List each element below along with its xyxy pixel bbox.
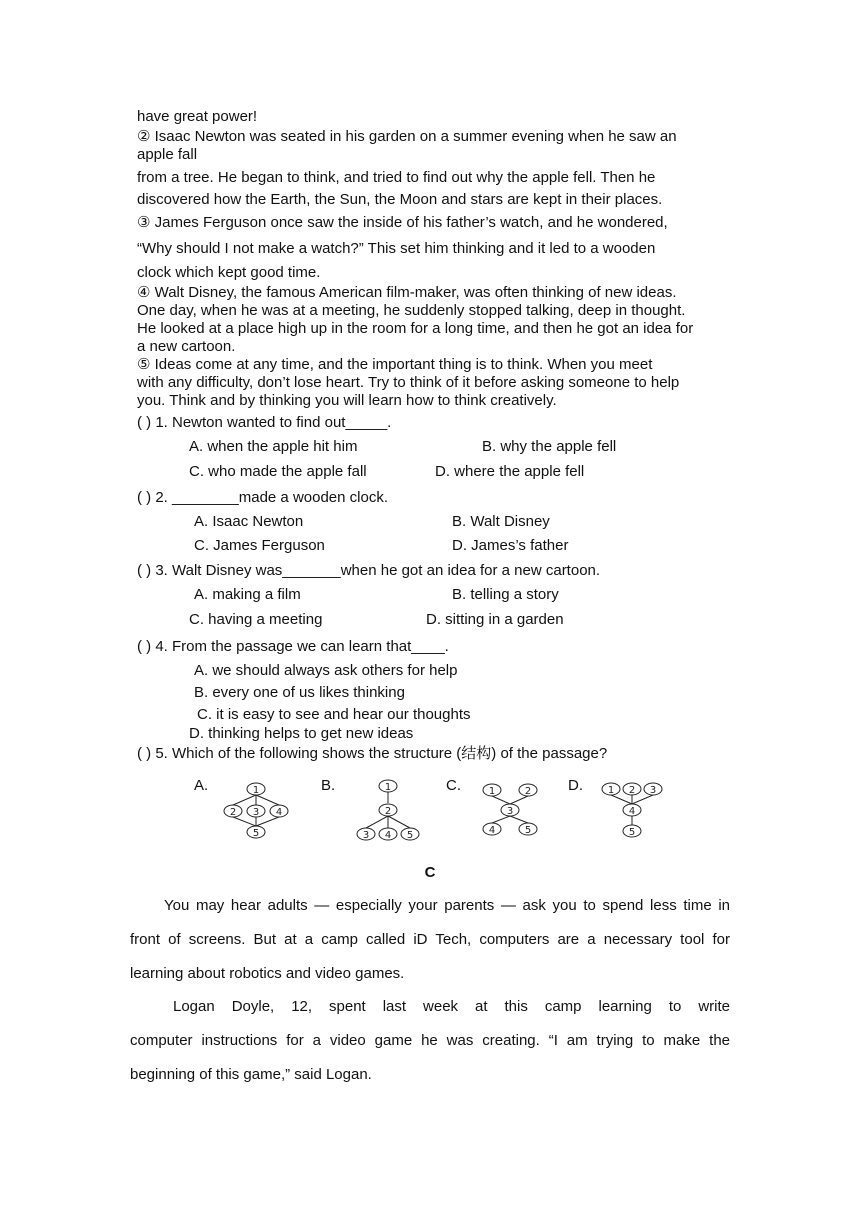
passage-line: from a tree. He began to think, and tried to find out why the apple fell. Then he [137,169,656,186]
q5-option-c: C. [446,777,461,794]
q3-option-d: D. sitting in a garden [426,611,564,628]
diagram-b-label-3: 3 [362,830,370,841]
passage-line: ③ James Ferguson once saw the inside of his father’s watch, and he wondered, [137,214,668,231]
paragraph-line: You may hear adults — especially your parents — ask you to spend less time in [164,897,730,914]
paragraph-line: beginning of this game,” said Logan. [130,1066,372,1083]
diagram-b-label-4: 4 [384,830,392,841]
passage-line: have great power! [137,108,258,125]
q4-option-d: D. thinking helps to get new ideas [189,725,414,742]
diagram-b-label-1: 1 [384,782,392,793]
diagram-d-label-5: 5 [628,827,636,838]
diagram-c-label-2: 2 [524,786,532,797]
section-c-paragraph-1 [130,889,730,991]
q5-option-d: D. [568,777,583,794]
passage-line: discovered how the Earth, the Sun, the Moon and stars are kept in their places. [137,191,663,208]
diagram-a-label-2: 2 [229,807,237,818]
q3-option-b: B. telling a story [452,586,559,603]
diagram-c-label-4: 4 [488,825,496,836]
diagram-c-label-5: 5 [524,825,532,836]
diagram-a-label-1: 1 [252,785,260,796]
diagram-a-label-4: 4 [275,807,283,818]
q4-option-a: A. we should always ask others for help [194,662,458,679]
passage-line: apple fall [137,146,198,163]
passage-line: a new cartoon. [137,338,236,355]
q5-option-b: B. [321,777,336,794]
diagram-a-label-5: 5 [252,828,260,839]
diagram-d-label-3: 3 [649,785,657,796]
q3-option-c: C. having a meeting [189,611,323,628]
passage-line: ④ Walt Disney, the famous American film-maker, was often thinking of new ideas. [137,284,677,301]
question-2-stem: ( ) 2. ________made a wooden clock. [137,489,388,506]
q2-option-a: A. Isaac Newton [194,513,304,530]
paragraph-line: Logan Doyle, 12, spent last week at this camp learning to write [173,998,730,1015]
q2-option-b: B. Walt Disney [452,513,550,530]
q3-option-a: A. making a film [194,586,301,603]
q5-option-a: A. [194,777,209,794]
question-1-stem: ( ) 1. Newton wanted to find out_____. [137,414,392,431]
passage-line: ② Isaac Newton was seated in his garden on a summer evening when he saw an [137,128,677,145]
diagram-d-label-2: 2 [628,785,636,796]
passage-line: clock which kept good time. [137,264,321,281]
paragraph-line: front of screens. But at a camp called iD Tech, computers are a necessary tool for [130,931,730,948]
section-c-heading: C [424,864,436,881]
diagram-a-label-3: 3 [252,807,260,818]
diagram-d-label-1: 1 [607,785,615,796]
passage-line: One day, when he was at a meeting, he suddenly stopped talking, deep in thought. [137,302,686,319]
q1-option-b: B. why the apple fell [482,438,617,455]
diagram-b-label-5: 5 [406,830,414,841]
q4-option-c: C. it is easy to see and hear our thoughts [197,706,471,723]
passage-line: ⑤ Ideas come at any time, and the important thing is to think. When you meet [137,356,653,373]
passage-line: He looked at a place high up in the room for a long time, and then he got an idea for [137,320,694,337]
q1-option-d: D. where the apple fell [435,463,585,480]
diagram-c-label-1: 1 [488,786,496,797]
diagram-b-label-2: 2 [384,806,392,817]
paragraph-line: computer instructions for a video game he was creating. “I am trying to make the [130,1032,730,1049]
diagram-c-label-3: 3 [506,806,514,817]
diagram-d-label-4: 4 [628,806,636,817]
q2-option-c: C. James Ferguson [194,537,325,554]
passage-line: “Why should I not make a watch?” This set him thinking and it led to a wooden [137,240,656,257]
passage-line: you. Think and by thinking you will learn how to think creatively. [137,392,557,409]
section-c-paragraph-2 [130,990,730,1092]
q1-option-c: C. who made the apple fall [189,463,367,480]
paragraph-line: learning about robotics and video games. [130,965,405,982]
question-3-stem: ( ) 3. Walt Disney was_______when he got an idea for a new cartoon. [137,562,601,579]
passage-line: with any difficulty, don’t lose heart. Try to think of it before asking someone to help [137,374,680,391]
q1-option-a: A. when the apple hit him [189,438,358,455]
question-5-stem: ( ) 5. Which of the following shows the structure (结构) of the passage? [137,745,608,762]
q4-option-b: B. every one of us likes thinking [194,684,405,701]
question-4-stem: ( ) 4. From the passage we can learn that____. [137,638,449,655]
q2-option-d: D. James’s father [452,537,569,554]
